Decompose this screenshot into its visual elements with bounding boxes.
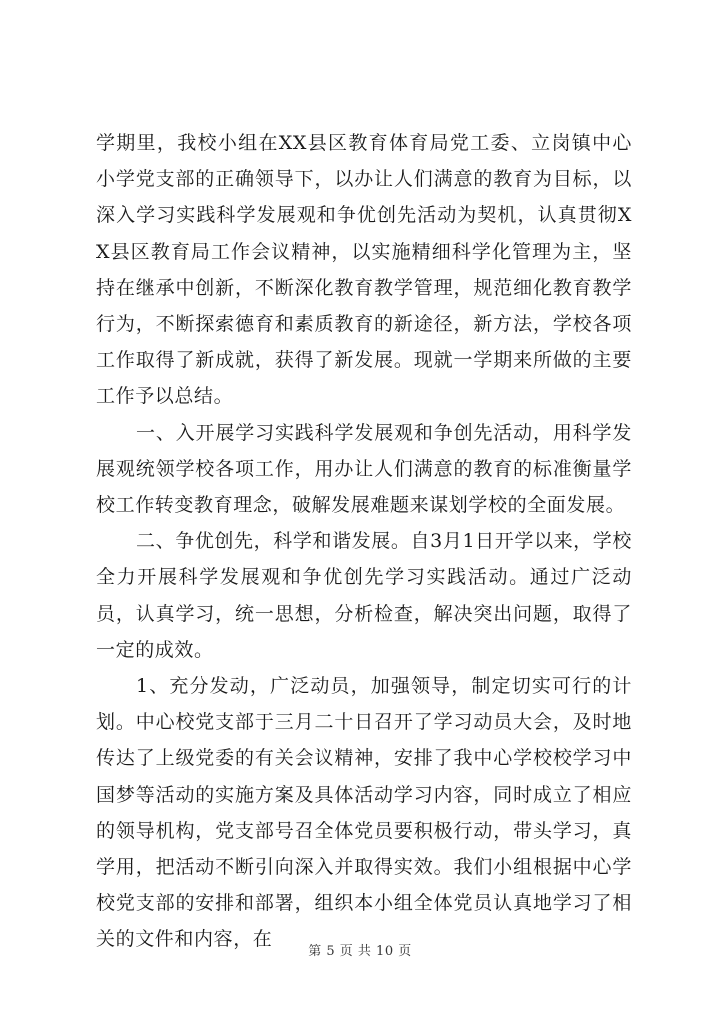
page-number-footer: 第 5 页 共 10 页 <box>308 944 412 959</box>
paragraph-section-one: 一、入开展学习实践科学发展观和争创先活动，用科学发展观统领学校各项工作，用办让人们满意的教育的标准衡量学校工作转变教育理念，破解发展难题来谋划学校的全面发展。 <box>96 421 632 517</box>
paragraph-item-one: 1、充分发动，广泛动员，加强领导，制定切实可行的计划。中心校党支部于三月二十日召开了学习动员大会，及时地传达了上级党委的有关会议精神，安排了我中心学校校学习中国梦等活动的实施方案及具体活动学习内容，同时成立了相应的领导机构，党支部号召全体党员要积极行动，带头学习，真学用，把活动不断引向深入并取得实效。我们小组根据中心学校党支部的安排和部署，组织本小组全体党员认真地学习了相关的文件和内容，在 <box>96 675 632 951</box>
document-body <box>96 125 632 958</box>
paragraph-intro: 学期里，我校小组在XX县区教育体育局党工委、立岗镇中心小学党支部的正确领导下，以办让人们满意的教育为目标，以深入学习实践科学发展观和争优创先活动为契机，认真贯彻XX县区教育局工作会议精神，以实施精细科学化管理为主，坚持在继承中创新，不断深化教育教学管理，规范细化教育教学行为，不断探索德育和素质教育的新途径，新方法，学校各项工作取得了新成就，获得了新发展。现就一学期来所做的主要工作予以总结。 <box>96 132 632 408</box>
paragraph-section-two: 二、争优创先，科学和谐发展。自3月1日开学以来，学校全力开展科学发展观和争优创先学习实践活动。通过广泛动员，认真学习，统一思想，分析检查，解决突出问题，取得了一定的成效。 <box>96 530 632 661</box>
